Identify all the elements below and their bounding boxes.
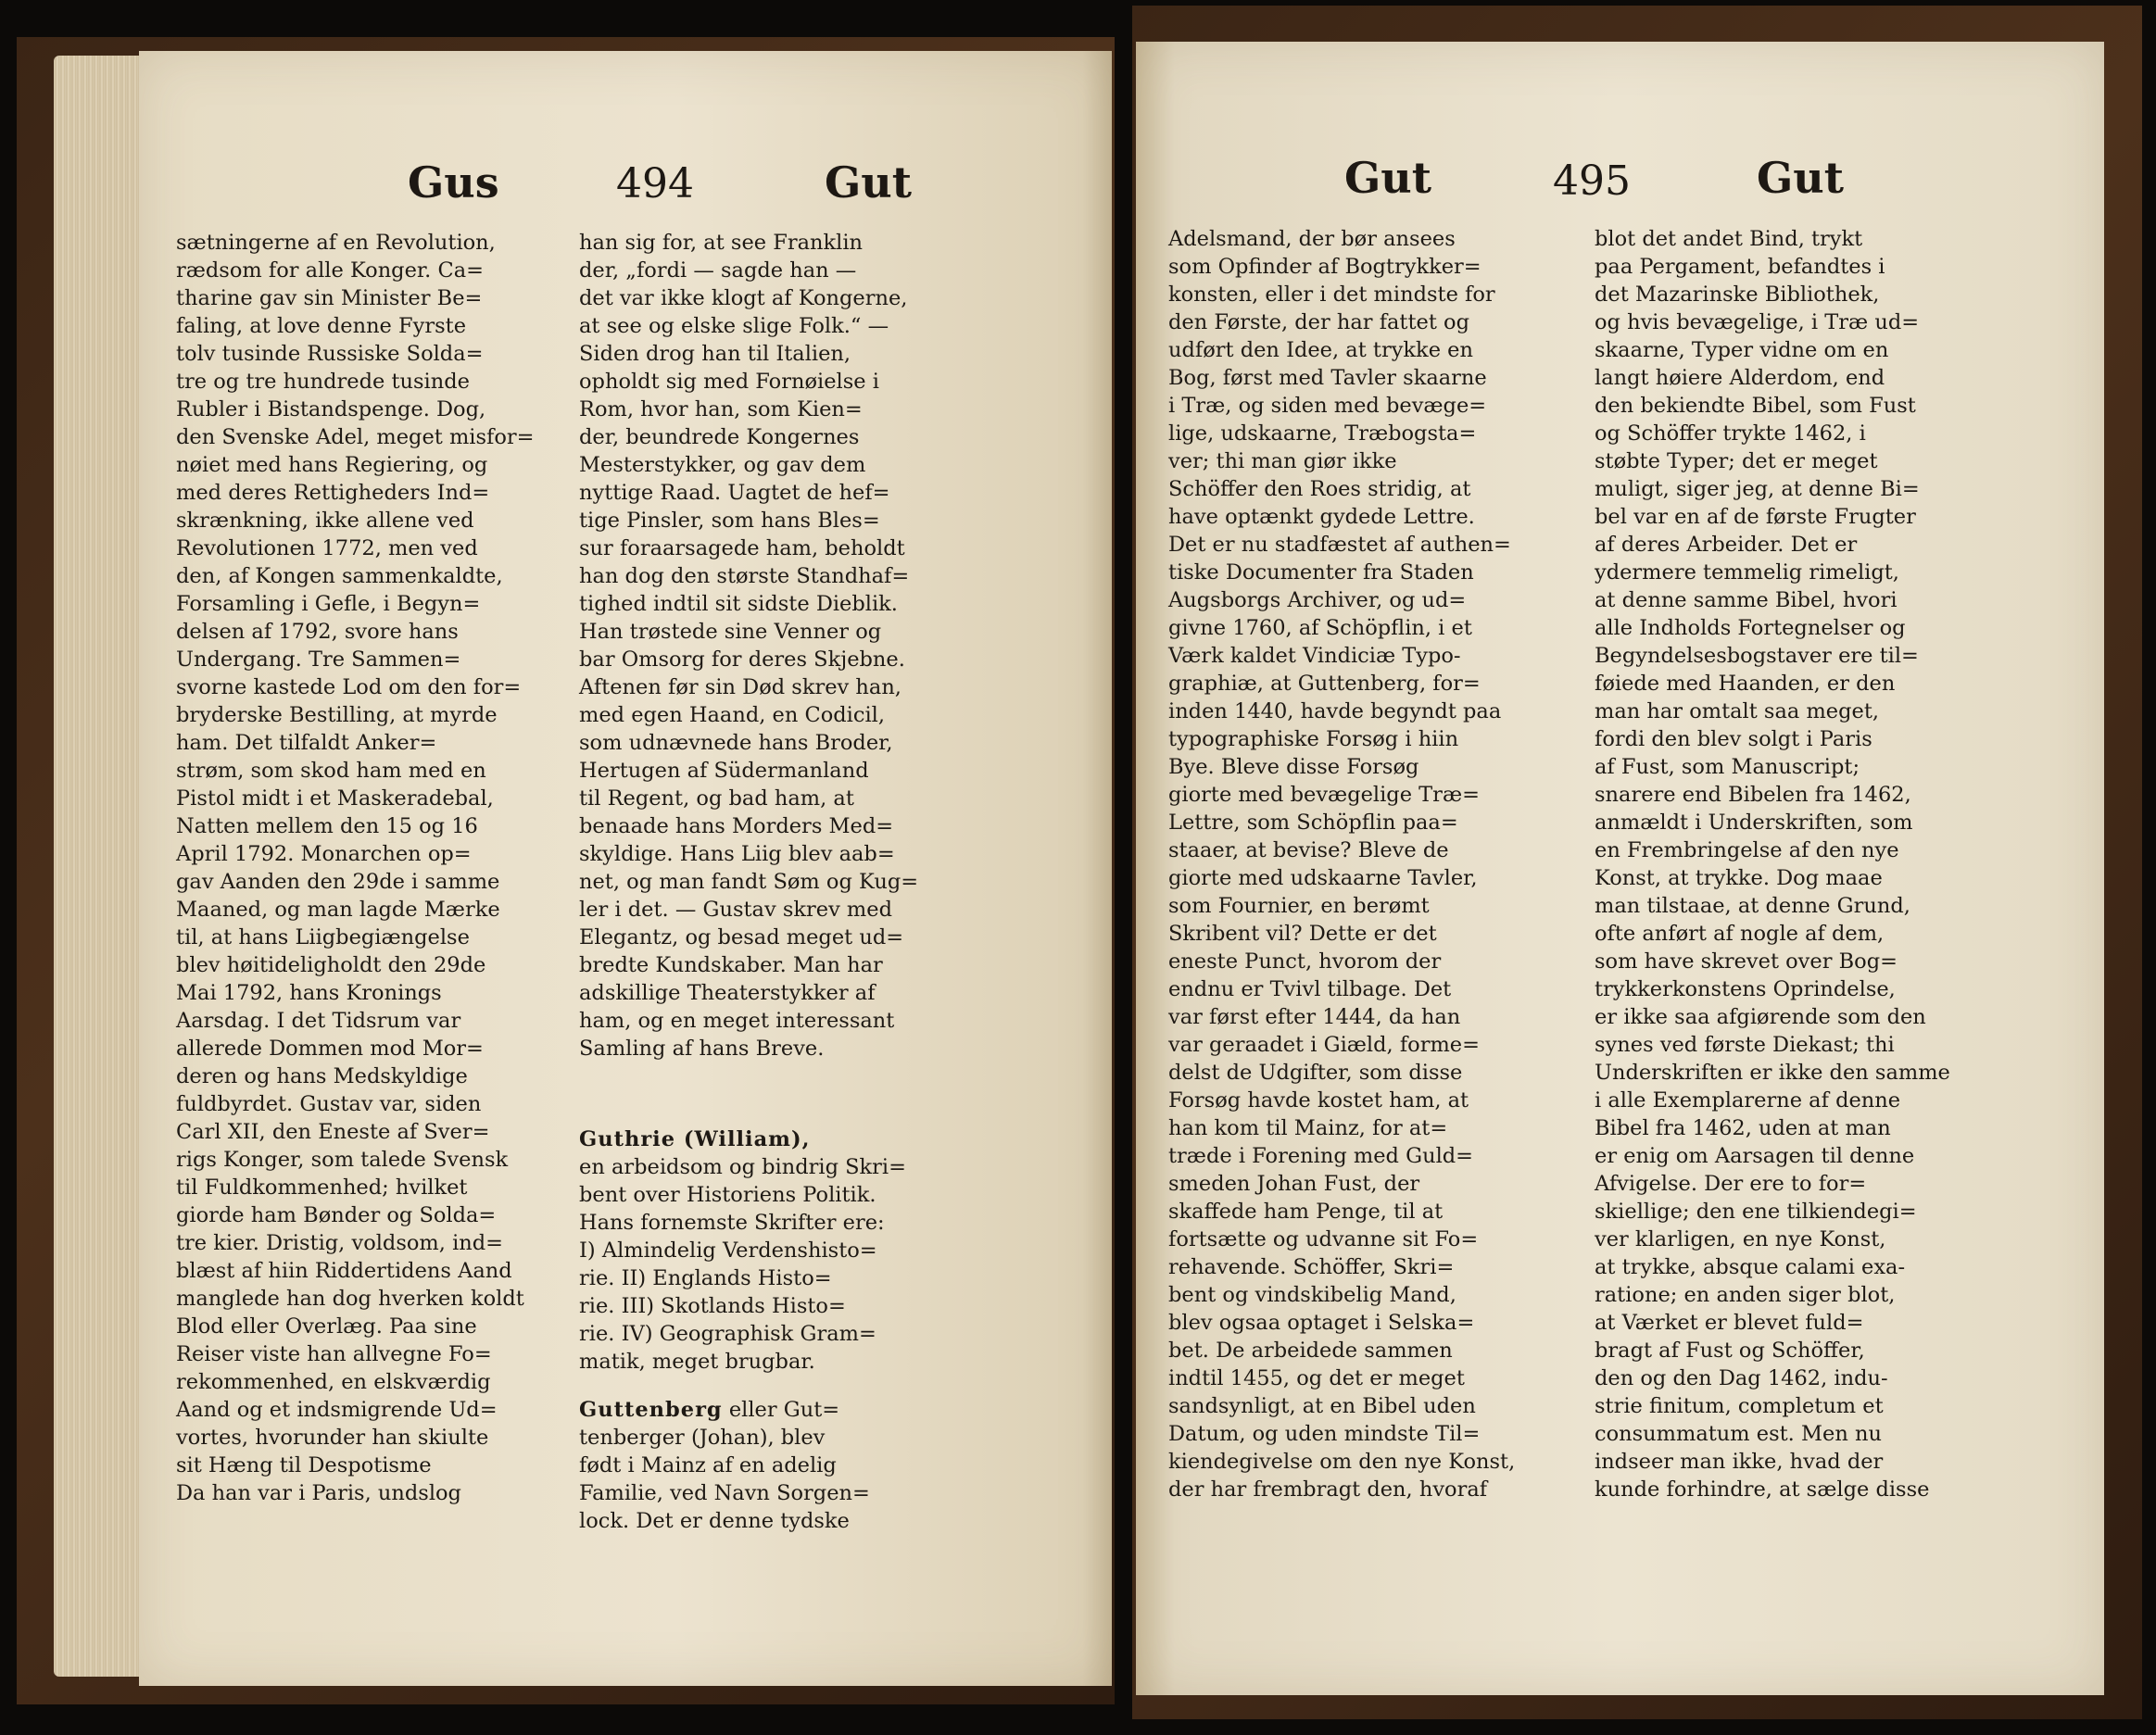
right-column-2 xyxy=(1595,225,1979,1503)
left-col1-text: sætningerne af en Revolution, rædsom for alle Konger. Ca= tharine gav sin Minister Be= faling, at love denne Fyrste tolv tusinde Russiske Solda= tre og tre hundrede tusinde Rubler i Bistandspenge. Dog, den Svenske Adel, meget misfor= nøiet med hans Regiering, og med deres Rettigheders Ind= skrænkning, ikke allene ved Revolutionen 1772, men ved den, af Kongen sammenkaldte, Forsamling i Gefle, i Begyn= delsen af 1792, svore hans Undergang. Tre Sammen= svorne kastede Lod om den for= bryderske Bestilling, at myrde ham. Det tilfaldt Anker= strøm, som skod ham med en Pistol midt i et Maskeradebal, Natten mellem den 15 og 16 April 1792. Monarchen op= gav Aanden den 29de i samme Maaned, og man lagde Mærke til, at hans Liigbegiængelse blev høitideligholdt den 29de Mai 1792, hans Kronings Aarsdag. I det Tidsrum var allerede Dommen mod Mor= deren og hans Medskyldige fuldbyrdet. Gustav var, siden Carl XII, den Eneste af Sver= rigs Konger, som talede Svensk til Fuldkommenhed; hvilket giorde ham Bønder og Solda= tre kier. Dristig, voldsom, ind= blæst af hiin Riddertidens Aand manglede han dog hverken koldt Blod eller Overlæg. Paa sine Reiser viste han allvegne Fo= rekommenhed, en elskværdig Aand og et indsmigrende Ud= vortes, hvorunder han skiulte sit Hæng til Despotisme Da han var i Paris, undslog xyxy=(176,231,535,1505)
guttenberg-entry-text: eller Gut= tenberger (Johan), blev født i Mainz af en adelig Familie, ved Navn Sorgen= lock. Det er denne tydske xyxy=(579,1398,870,1533)
right-column-1 xyxy=(1168,225,1557,1503)
left-header-right: Gut xyxy=(825,157,912,207)
page-edges xyxy=(54,56,146,1677)
left-column-2 xyxy=(579,229,977,1535)
left-page xyxy=(139,51,1112,1686)
left-column-1 xyxy=(176,229,570,1507)
guttenberg-entry-head: Guttenberg xyxy=(579,1398,723,1422)
left-header-left: Gus xyxy=(408,157,499,207)
left-page-number: 494 xyxy=(616,160,694,207)
guthrie-entry-head: Guthrie (William), xyxy=(579,1127,811,1151)
right-header-left: Gut xyxy=(1344,153,1431,203)
guthrie-entry-text: en arbeidsom og bindrig Skri= bent over Historiens Politik. Hans fornemste Skrifter ere: I) Almindelig Verdenshisto= rie. II) Englands Histo= rie. III) Skotlands Histo= rie. IV) Geographisk Gram= matik, meget brugbar. xyxy=(579,1155,906,1374)
right-header-right: Gut xyxy=(1757,153,1844,203)
right-page-number: 495 xyxy=(1553,157,1631,205)
left-col2-text: han sig for, at see Franklin der, „fordi — sagde han — det var ikke klogt af Kongerne, at see og elske slige Folk.“ — Siden drog han til Italien, opholdt sig med Fornøielse i Rom, hvor han, som Kien= der, beundrede Kongernes Mesterstykker, og gav dem nyttige Raad. Uagtet de hef= tige Pinsler, som hans Bles= sur foraarsagede ham, beholdt han dog den største Standhaf= tighed indtil sit sidste Dieblik. Han trøstede sine Venner og bar Omsorg for deres Skjebne. Aftenen før sin Død skrev han, med egen Haand, en Codicil, som udnævnede hans Broder, Hertugen af Südermanland til Regent, og bad ham, at benaade hans Morders Med= skyldige. Hans Liig blev aab= net, og man fandt Søm og Kug= ler i det. — Gustav skrev med Elegantz, og besad meget ud= bredte Kundskaber. Man har adskillige Theaterstykker af ham, og en meget interessant Samling af hans Breve. xyxy=(579,231,919,1061)
right-page xyxy=(1136,42,2104,1695)
right-col2-text: blot det andet Bind, trykt paa Pergament, befandtes i det Mazarinske Bibliothek, og hvis bevægelige, i Træ ud= skaarne, Typer vidne om en langt høiere Alderdom, end den bekiendte Bibel, som Fust og Schöffer trykte 1462, i støbte Typer; det er meget muligt, siger jeg, at denne Bi= bel var en af de første Frugter af deres Arbeider. Det er ydermere temmelig rimeligt, at denne samme Bibel, hvori alle Indholds Fortegnelser og Begyndelsesbogstaver ere til= føiede med Haanden, er den man har omtalt saa meget, fordi den blev solgt i Paris af Fust, som Manuscript; snarere end Bibelen fra 1462, anmældt i Underskriften, som en Frembringelse af den nye Konst, at trykke. Dog maae man tilstaae, at denne Grund, ofte anført af nogle af dem, som have skrevet over Bog= trykkerkonstens Oprindelse, er ikke saa afgiørende som den synes ved første Diekast; thi Underskriften er ikke den samme i alle Exemplarerne af denne Bibel fra 1462, uden at man er enig om Aarsagen til denne Afvigelse. Der ere to for= skiellige; den ene tilkiendegi= ver klarligen, en nye Konst, at trykke, absque calami exa- ratione; en anden siger blot, at Værket er blevet fuld= bragt af Fust og Schöffer, den og den Dag 1462, indu- strie finitum, completum et consummatum est. Men nu indseer man ikke, hvad der kunde forhindre, at sælge disse xyxy=(1595,227,1950,1502)
right-col1-text: Adelsmand, der bør ansees som Opfinder af Bogtrykker= konsten, eller i det mindste for den Første, der har fattet og udført den Idee, at trykke en Bog, først med Tavler skaarne i Træ, og siden med bevæge= lige, udskaarne, Træbogsta= ver; thi man giør ikke Schöffer den Roes stridig, at have optænkt gydede Lettre. Det er nu stadfæstet af authen= tiske Documenter fra Staden Augsborgs Archiver, og ud= givne 1760, af Schöpflin, i et Værk kaldet Vindiciæ Typo- graphiæ, at Guttenberg, for= inden 1440, havde begyndt paa typographiske Forsøg i hiin Bye. Bleve disse Forsøg giorte med bevægelige Træ= Lettre, som Schöpflin paa= staaer, at bevise? Bleve de giorte med udskaarne Tavler, som Fournier, en berømt Skribent vil? Dette er det eneste Punct, hvorom der endnu er Tvivl tilbage. Det var først efter 1444, da han var geraadet i Giæld, forme= delst de Udgifter, som disse Forsøg havde kostet ham, at han kom til Mainz, for at= træde i Forening med Guld= smeden Johan Fust, der skaffede ham Penge, til at fortsætte og udvanne sit Fo= rehavende. Schöffer, Skri= bent og vindskibelig Mand, blev ogsaa optaget i Selska= bet. De arbeidede sammen indtil 1455, og det er meget sandsynligt, at en Bibel uden Datum, og uden mindste Til= kiendegivelse om den nye Konst, der har frembragt den, hvoraf xyxy=(1168,227,1516,1502)
